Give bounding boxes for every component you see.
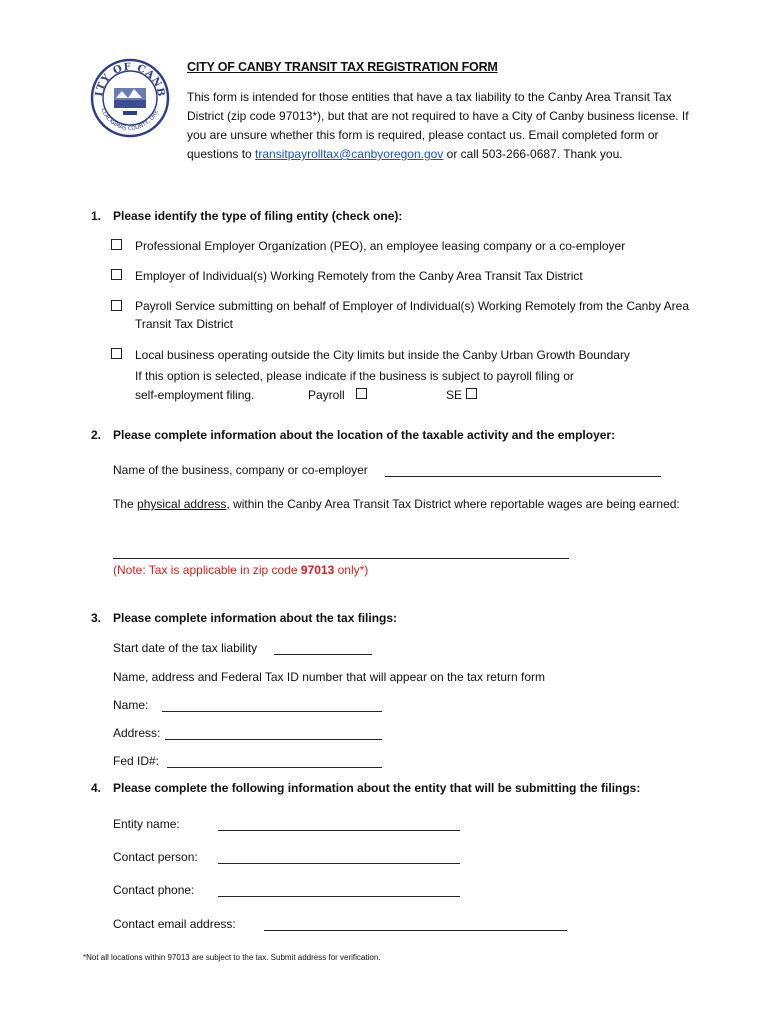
- se-label: SE: [446, 388, 463, 402]
- peo-option-label: Professional Employer Organization (PEO), an employee leasing company or a co-employer: [135, 239, 626, 253]
- business-name-field[interactable]: [385, 465, 661, 477]
- entity-name-field[interactable]: [218, 819, 460, 831]
- footnote: *Not all locations within 97013 are subject to the tax. Submit address for verification.: [83, 953, 381, 962]
- tax-return-info-label: Name, address and Federal Tax ID number that will appear on the tax return form: [113, 670, 545, 684]
- peo-checkbox[interactable]: [111, 239, 122, 250]
- form-title: CITY OF CANBY TRANSIT TAX REGISTRATION FORM: [187, 60, 498, 74]
- intro-paragraph: This form is intended for those entities that have a tax liability to the Canby Area Transit Tax District (zip code 97013*), but that are not required to have a City of Canby business license. If you are unsure whether this form is required, please contact us. Email completed form or questions to transitpayrolltax@canbyoregon.gov or call 503-266-0687. Thank you.: [187, 90, 689, 161]
- payroll-label: Payroll: [308, 388, 345, 402]
- tax-address-field[interactable]: [165, 728, 382, 740]
- section-2-heading: Please complete information about the location of the taxable activity and the employer:: [113, 428, 616, 442]
- contact-phone-field[interactable]: [218, 885, 460, 897]
- zip-note: (Note: Tax is applicable in zip code 97013 only*): [113, 563, 369, 577]
- fed-id-label: Fed ID#:: [113, 754, 160, 768]
- contact-email-field[interactable]: [264, 919, 567, 931]
- section-2-number: 2.: [91, 428, 102, 442]
- remote-employer-checkbox[interactable]: [111, 269, 122, 280]
- tax-name-label: Name:: [113, 698, 149, 712]
- contact-person-label: Contact person:: [113, 850, 198, 864]
- section-1-number: 1.: [91, 209, 102, 223]
- se-checkbox[interactable]: [466, 388, 477, 399]
- svg-text:CLACKAMAS COUNTY, ORE.: CLACKAMAS COUNTY, ORE.: [99, 107, 161, 133]
- business-name-label: Name of the business, company or co-employer: [113, 463, 368, 477]
- filing-type-note: If this option is selected, please indicate if the business is subject to payroll filing or: [135, 369, 574, 383]
- payroll-checkbox[interactable]: [356, 388, 367, 399]
- section-3-number: 3.: [91, 611, 102, 625]
- svg-text:CITY OF CANBY: ITY OF CANB: [93, 61, 167, 99]
- payroll-service-option-label: Payroll Service submitting on behalf of Employer of Individual(s) Working Remotely from the Canby Area Transit Tax District: [135, 299, 690, 331]
- local-business-checkbox[interactable]: [111, 348, 122, 359]
- section-3-heading: Please complete information about the tax filings:: [113, 611, 398, 625]
- local-business-option-label: Local business operating outside the City limits but inside the Canby Urban Growth Boundary: [135, 348, 630, 362]
- tax-name-field[interactable]: [162, 700, 382, 712]
- contact-phone-label: Contact phone:: [113, 883, 195, 897]
- physical-address-field[interactable]: [113, 547, 569, 559]
- physical-address-label: The physical address, within the Canby Area Transit Tax District where reportable wages are being earned:: [113, 497, 680, 511]
- tax-address-label: Address:: [113, 726, 161, 740]
- contact-email-link[interactable]: transitpayrolltax@canbyoregon.gov: [255, 147, 444, 161]
- contact-email-label: Contact email address:: [113, 917, 236, 931]
- start-date-field[interactable]: [274, 643, 372, 655]
- payroll-service-checkbox[interactable]: [111, 300, 122, 311]
- filing-type-note-2: self-employment filing.: [135, 388, 255, 402]
- city-seal-logo: [90, 58, 170, 138]
- fed-id-field[interactable]: [167, 756, 382, 768]
- contact-person-field[interactable]: [218, 852, 460, 864]
- entity-name-label: Entity name:: [113, 817, 180, 831]
- section-4-number: 4.: [91, 781, 102, 795]
- remote-employer-option-label: Employer of Individual(s) Working Remotely from the Canby Area Transit Tax District: [135, 269, 583, 283]
- start-date-label: Start date of the tax liability: [113, 641, 258, 655]
- section-1-heading: Please identify the type of filing entity (check one):: [113, 209, 403, 223]
- section-4-heading: Please complete the following information about the entity that will be submitting the filings:: [113, 781, 641, 795]
